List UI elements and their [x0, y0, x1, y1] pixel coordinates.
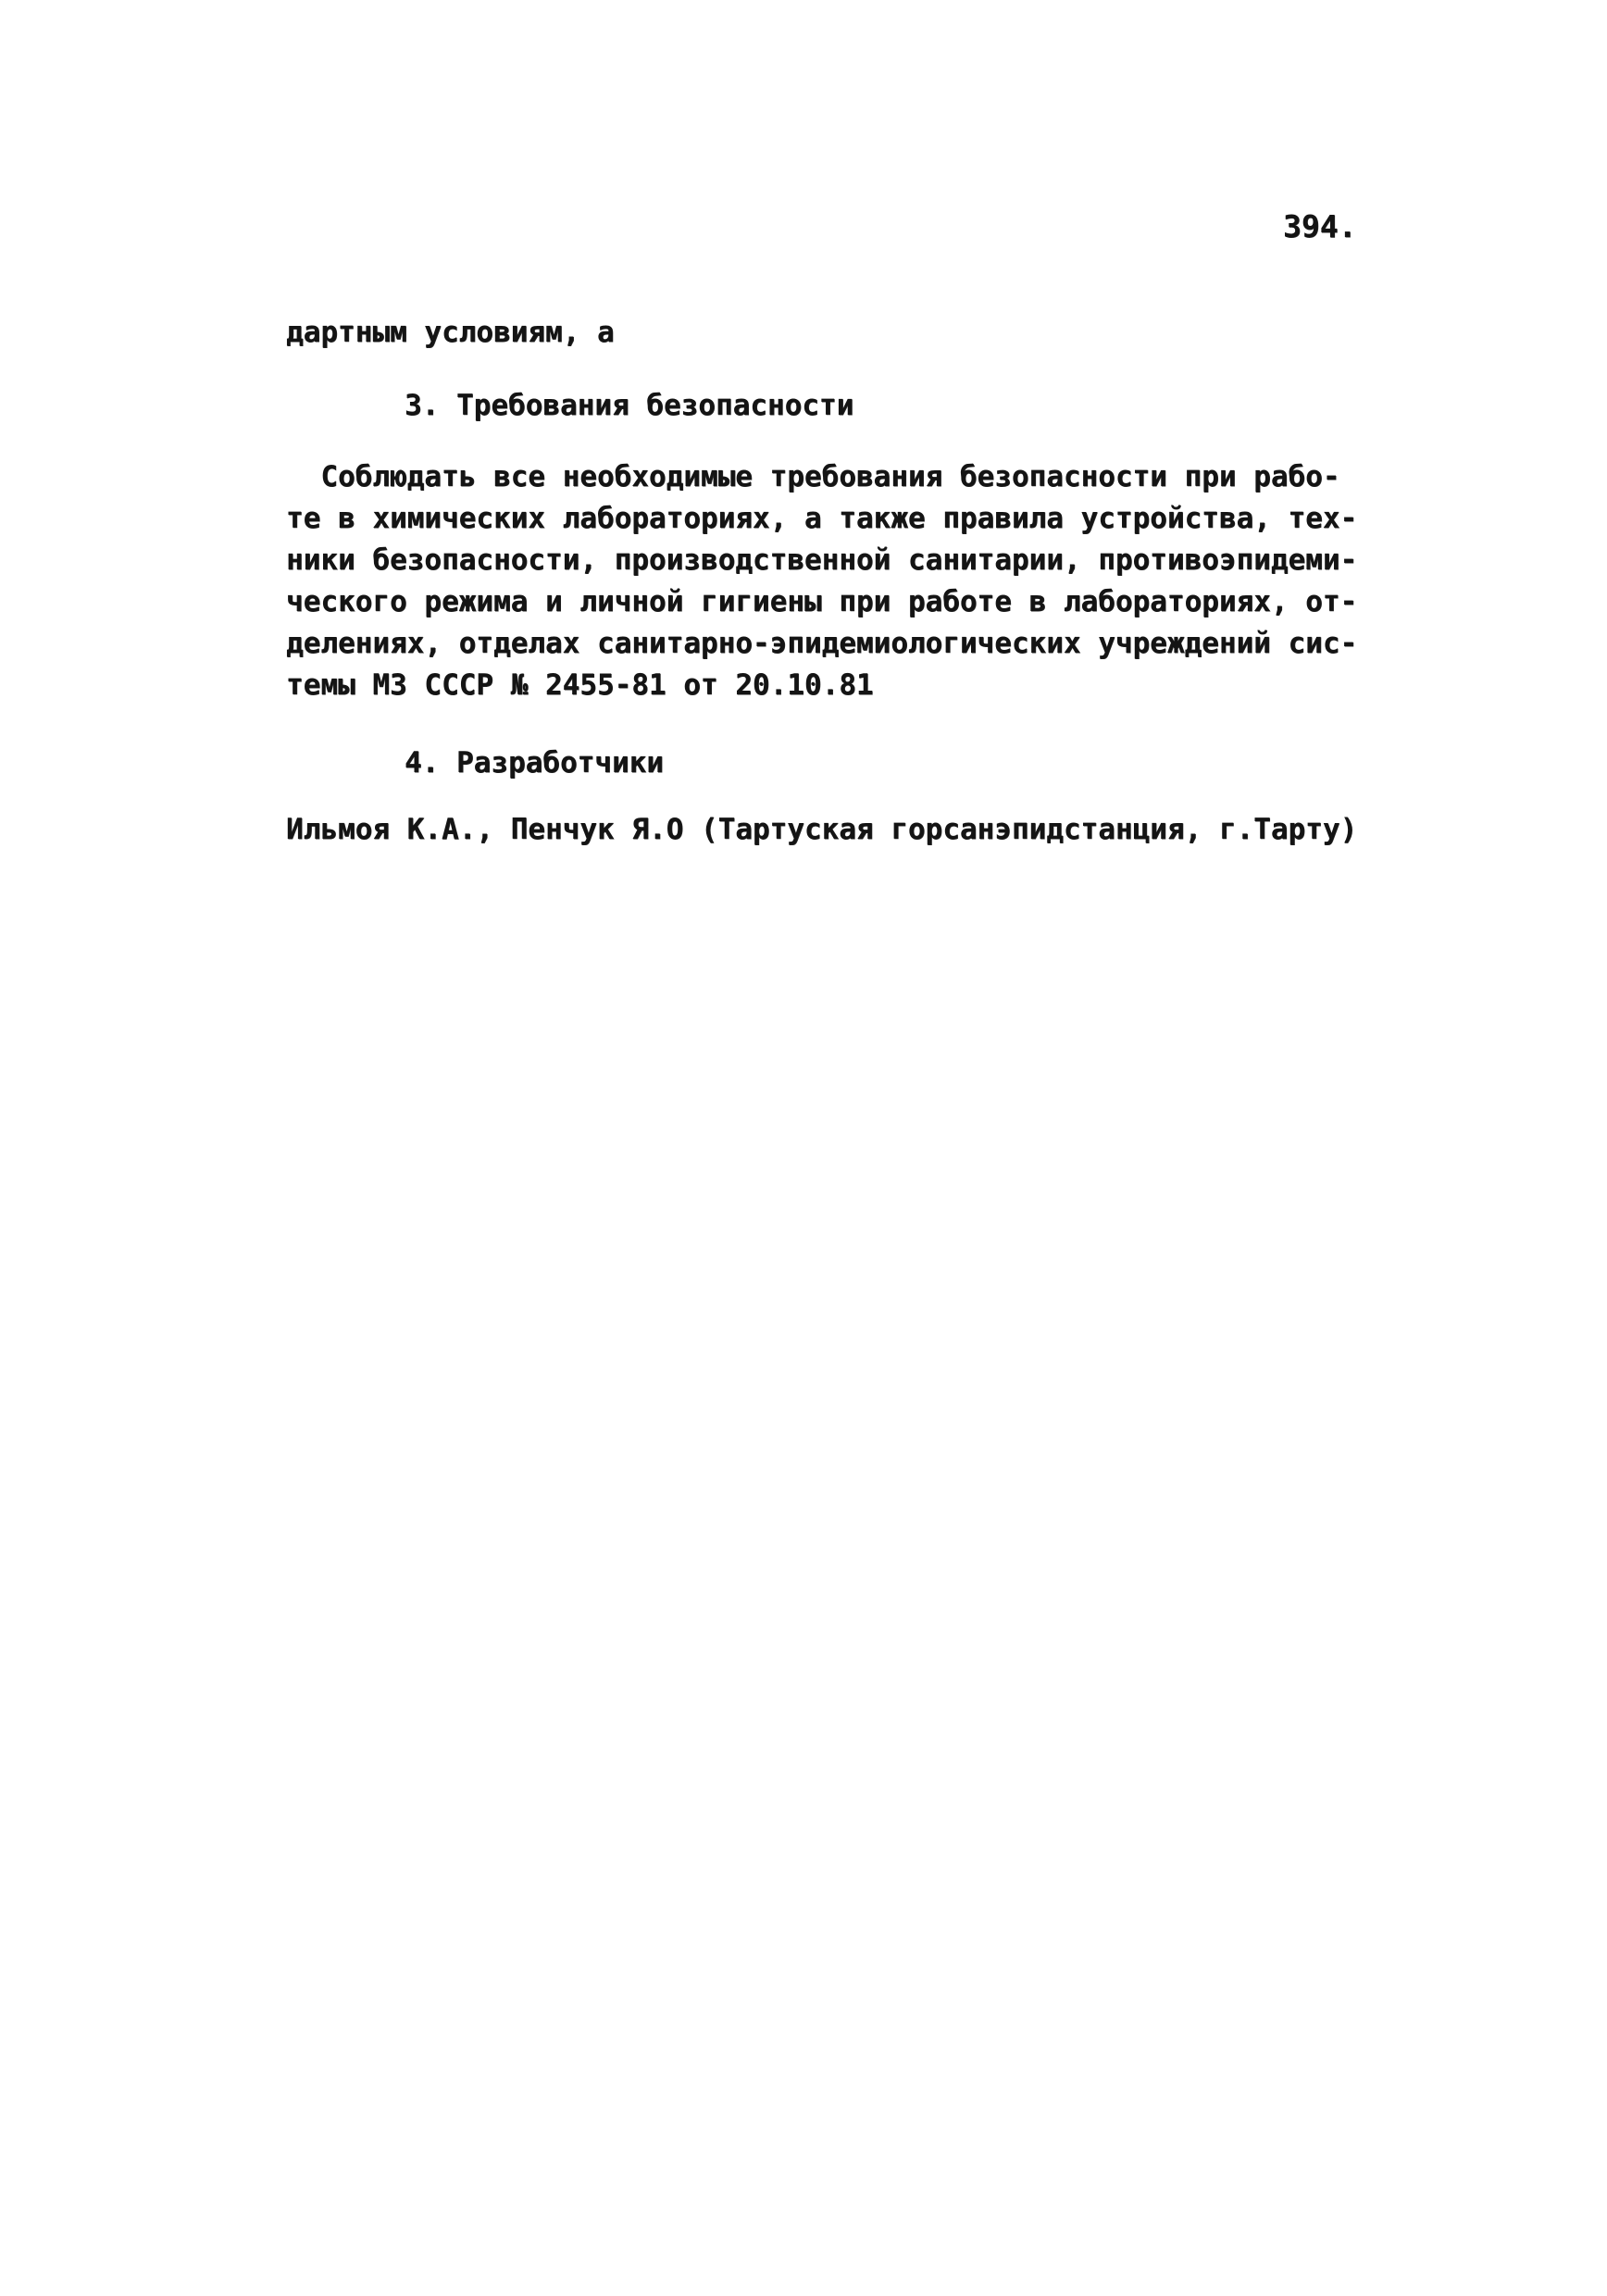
- section-heading-safety: 3. Требования безопасности: [405, 389, 854, 422]
- paragraph-line: ники безопасности, производственной санитарии, противоэпидеми-: [286, 543, 1358, 577]
- section-heading-developers: 4. Разработчики: [405, 746, 664, 780]
- paragraph-line: Соблюдать все необходимые требования безопасности при рабо-: [286, 460, 1340, 493]
- paragraph-line: те в химических лабораториях, а также правила устройства, тех-: [286, 502, 1358, 535]
- continued-text-line: дартным условиям, а: [286, 316, 615, 349]
- safety-requirements-paragraph: [286, 456, 1378, 706]
- paragraph-line: темы МЗ СССР № 2455-81 от 20.10.81: [286, 668, 874, 702]
- developers-list: Ильмоя К.А., Пенчук Я.О (Тартуская горсанэпидстанция, г.Тарту): [286, 813, 1358, 846]
- paragraph-line: ческого режима и личной гигиены при работе в лабораториях, от-: [286, 585, 1358, 618]
- page-number: 394.: [1283, 208, 1357, 244]
- paragraph-line: делениях, отделах санитарно-эпидемиологических учреждений сис-: [286, 627, 1358, 660]
